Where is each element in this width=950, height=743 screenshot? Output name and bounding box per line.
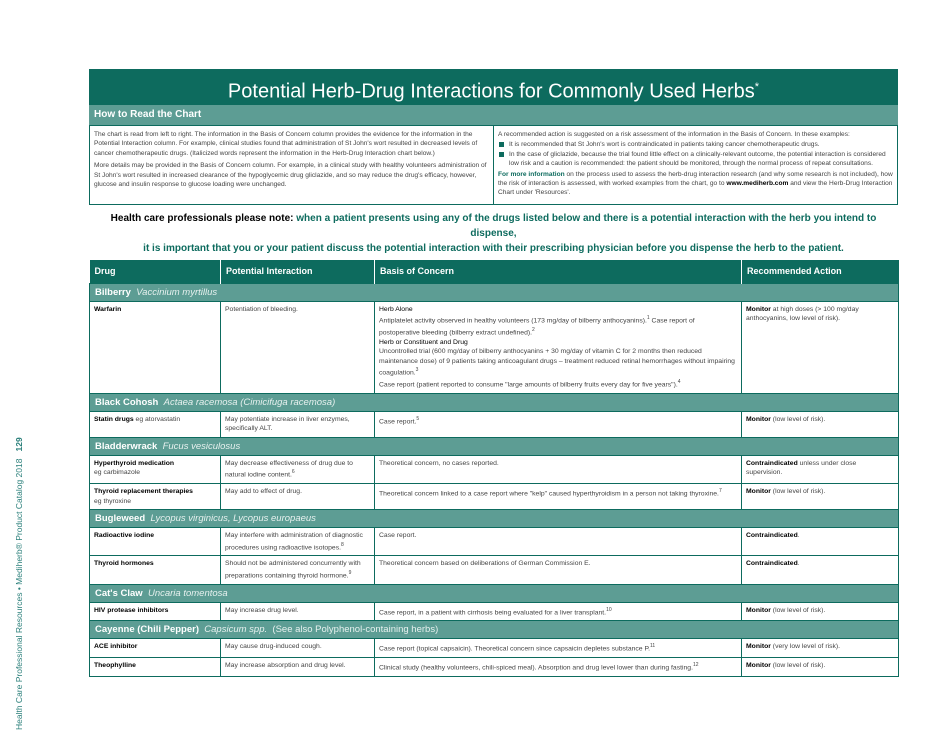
herb-latin: Lycopus virginicus, Lycopus europaeus xyxy=(150,513,316,525)
header-interaction: Potential Interaction xyxy=(221,260,375,284)
more-info-tail: and view the Herb-Drug Interaction Chart under 'Resources'. xyxy=(498,180,893,197)
howto-left-p1: The chart is read from left to right. The information in the Basis of Concern column provides the evidence for the information in the Potential Interaction column. For example, clinical studies found that administration of St John's wort resulted in decreased levels of cancer chemotherapeutic drugs. (Italicized words represent the information in the Herb-Drug Interaction chart below.) xyxy=(94,131,478,157)
basis-cell: Theoretical concern, no cases reported. xyxy=(375,455,742,483)
table-row xyxy=(90,455,899,483)
herb-name: Bladderwrack xyxy=(95,440,158,452)
herb-row-bladderwrack xyxy=(90,437,899,455)
action-text: . xyxy=(797,532,800,540)
drug-name: Thyroid hormones xyxy=(94,560,154,568)
footnote: 12 xyxy=(692,662,699,669)
drug-name: Warfarin xyxy=(94,305,122,313)
more-info-label: For more information xyxy=(498,170,565,178)
action-cell xyxy=(742,301,899,393)
page-number: 129 xyxy=(14,437,24,452)
table-row xyxy=(90,602,899,621)
action-level: Monitor xyxy=(746,606,771,614)
footnote: 5 xyxy=(416,415,420,422)
footnote: 3 xyxy=(415,367,419,374)
action-level: Monitor xyxy=(746,488,771,496)
interaction-cell xyxy=(221,455,375,483)
drug-cell xyxy=(90,455,221,483)
table-row xyxy=(90,301,899,393)
action-cell xyxy=(742,639,899,658)
basis-text: Case report, in a patient with cirrhosis being evaluated for a liver transplant. xyxy=(379,608,607,616)
table-row xyxy=(90,528,899,556)
more-info-link[interactable]: www.mediherb.com xyxy=(726,180,789,188)
basis-text: Case report (topical capsaicin). Theoretical concern since capsaicin depletes substance P. xyxy=(379,645,651,653)
action-cell xyxy=(742,556,899,584)
howto-more-info xyxy=(498,170,893,198)
header-basis: Basis of Concern xyxy=(375,260,742,284)
interaction-cell xyxy=(221,528,375,556)
action-text: (very low level of risk). xyxy=(770,643,841,651)
action-text: at high doses (> 100 mg/day anthocyanins, low level of risk). xyxy=(746,305,859,323)
action-text: (low level of risk). xyxy=(770,662,826,670)
action-cell xyxy=(742,528,899,556)
basis-text: Case report of postoperative bleeding (bilberry extract undefined). xyxy=(379,317,695,337)
action-level: Monitor xyxy=(746,662,771,670)
table-row xyxy=(90,411,899,437)
howto-right xyxy=(493,126,897,204)
action-level: Monitor xyxy=(746,415,771,423)
interaction-table xyxy=(89,260,899,677)
footnote: 2 xyxy=(532,327,535,334)
interaction-cell: May add to effect of drug. xyxy=(221,484,375,510)
drug-cell xyxy=(90,602,221,621)
basis-text: Clinical study (healthy volunteers, chili-spiced meal). Absorption and drug level lower than during fasting. xyxy=(379,664,693,672)
notice-line1: when a patient presents using any of the drugs listed below and there is a potential interaction with the herb you intend to dispense, xyxy=(293,212,877,239)
action-text: (low level of risk). xyxy=(770,415,826,423)
basis-text: Case report (patient reported to consume "large amounts of bilberry fruits every day for five years"). xyxy=(379,381,678,389)
footnote: 7 xyxy=(718,488,722,495)
action-level: Contraindicated xyxy=(746,560,798,568)
herb-latin: Vaccinium myrtillus xyxy=(136,286,218,298)
howto-heading: How to Read the Chart xyxy=(89,105,898,126)
basis-cell xyxy=(375,602,742,621)
basis-text: Uncontrolled trial (600 mg/day of bilberry anthocyanins + 30 mg/day of vitamin C for 2 months then reduced maintenance dose) of 9 patients taking anticoagulant drugs – treatment reduced retinal hemorrhages without impairing coagulation. xyxy=(379,348,735,377)
action-text: unless under close supervision. xyxy=(746,459,857,477)
drug-name: Hyperthyroid medication xyxy=(94,459,175,467)
herb-name: Bilberry xyxy=(95,286,131,298)
action-level: Monitor xyxy=(746,305,771,313)
action-text: . xyxy=(797,560,800,568)
basis-subheading: Herb Alone xyxy=(379,305,413,313)
footnote: 11 xyxy=(650,643,656,650)
more-info-text: on the process used to assess the herb-drug interaction research (and why some research is not included), how the risk of interaction is assessed, with worked examples from the chart, go to xyxy=(498,170,893,188)
action-level: Contraindicated xyxy=(746,459,798,467)
footnote: 9 xyxy=(348,569,352,576)
herb-row-bilberry xyxy=(90,283,899,301)
table-row xyxy=(90,639,899,658)
drug-name: Radioactive iodine xyxy=(94,532,155,540)
footnote: 10 xyxy=(606,606,612,613)
table-row xyxy=(90,556,899,584)
basis-cell xyxy=(375,639,742,658)
table-row xyxy=(90,658,899,677)
interaction-text: May decrease effectiveness of drug due to natural iodine content. xyxy=(225,459,353,479)
howto-bullets xyxy=(498,140,893,168)
catalog-name: Health Care Professional Resources • Mediherb® Product Catalog 2018 xyxy=(14,458,24,730)
drug-name: HIV protease inhibitors xyxy=(94,606,169,614)
action-cell xyxy=(742,455,899,483)
howto-section xyxy=(89,126,898,205)
drug-example: eg carbimazole xyxy=(94,469,141,477)
howto-bullet-1: It is recommended that St John's wort is contraindicated in patients taking cancer chemotherapeutic drugs. xyxy=(509,140,893,149)
drug-cell xyxy=(90,528,221,556)
herb-name: Bugleweed xyxy=(95,513,146,525)
basis-cell xyxy=(375,411,742,437)
basis-cell: Case report. xyxy=(375,528,742,556)
sidebar-caption xyxy=(14,400,24,730)
howto-left-p2: More details may be provided in the Basis of Concern column. For example, in a clinical study with healthy volunteers administration of St John's wort resulted in increased clearance of the hypoglycemic drug gliclazide, and so may reduce the drug's efficacy, however, glucose and insulin response to glucose loading were unchanged. xyxy=(94,162,487,189)
interaction-cell: May cause drug-induced cough. xyxy=(221,639,375,658)
footnote: 6 xyxy=(291,469,295,476)
interaction-cell: May potentiate increase in liver enzymes, specifically ALT. xyxy=(221,411,375,437)
herb-latin: Capsicum spp. xyxy=(204,624,268,636)
footnote: 8 xyxy=(341,541,344,548)
interaction-cell xyxy=(221,556,375,584)
herb-latin: Uncaria tomentosa xyxy=(147,587,228,599)
howto-left xyxy=(90,126,493,204)
interaction-cell: May increase drug level. xyxy=(221,602,375,621)
drug-cell xyxy=(90,556,221,584)
herb-note: (See also Polyphenol-containing herbs) xyxy=(272,624,439,636)
drug-cell xyxy=(90,639,221,658)
drug-example: eg thyroxine xyxy=(94,497,132,505)
action-cell xyxy=(742,411,899,437)
basis-text: Case report. xyxy=(379,418,417,426)
table-row xyxy=(90,484,899,510)
footnote: 4 xyxy=(677,379,681,386)
drug-name: ACE inhibitor xyxy=(94,643,138,651)
professional-notice xyxy=(89,211,898,256)
interaction-cell: Potentiation of bleeding. xyxy=(221,301,375,393)
howto-bullet-2: In the case of gliclazide, because the trial found little effect on a clinically-relevant outcome, the potential interaction is considered low risk and a caution is recommended: the patient should be monitored, through the normal process of repeat consultations. xyxy=(509,150,893,169)
action-text: (low level of risk). xyxy=(770,606,826,614)
notice-line2: it is important that you or your patient discuss the potential interaction with their prescribing physician before you dispense the herb to the patient. xyxy=(143,242,844,254)
drug-example: eg atorvastatin xyxy=(133,415,181,423)
drug-cell xyxy=(90,411,221,437)
action-cell xyxy=(742,602,899,621)
action-cell xyxy=(742,484,899,510)
drug-cell xyxy=(90,658,221,677)
action-level: Contraindicated xyxy=(746,532,798,540)
herb-name: Black Cohosh xyxy=(95,396,159,408)
herb-name: Cat's Claw xyxy=(95,587,143,599)
page-title xyxy=(89,69,898,105)
footnote: 1 xyxy=(646,315,650,322)
page-sidebar xyxy=(12,400,32,730)
herb-latin: Actaea racemosa (Cimicifuga racemosa) xyxy=(163,396,336,408)
title-text: Potential Herb-Drug Interactions for Commonly Used Herbs xyxy=(227,80,755,103)
drug-cell xyxy=(90,484,221,510)
title-asterisk: * xyxy=(754,81,760,93)
drug-cell xyxy=(90,301,221,393)
interaction-text: Should not be administered concurrently with preparations containing thyroid hormone. xyxy=(225,560,361,580)
header-drug: Drug xyxy=(90,260,221,284)
action-text: (low level of risk). xyxy=(770,488,826,496)
basis-cell xyxy=(375,484,742,510)
howto-right-intro: A recommended action is suggested on a risk assessment of the information in the Basis of Concern. In these examples: xyxy=(498,131,850,138)
herb-latin: Fucus vesiculosus xyxy=(162,440,241,452)
drug-name: Theophylline xyxy=(94,662,136,670)
basis-cell: Theoretical concern based on deliberations of German Commission E. xyxy=(375,556,742,584)
table-header-row xyxy=(90,260,899,284)
drug-name: Statin drugs xyxy=(94,415,134,423)
action-level: Monitor xyxy=(746,643,771,651)
basis-text: Theoretical concern linked to a case report where "kelp" caused hyperthyroidism in a person not taking thyroxine. xyxy=(379,490,719,498)
herb-name: Cayenne (Chili Pepper) xyxy=(95,624,199,636)
basis-cell xyxy=(375,658,742,677)
basis-subheading: Herb or Constituent and Drug xyxy=(379,338,468,346)
action-cell xyxy=(742,658,899,677)
interaction-text: May interfere with administration of diagnostic procedures using radioactive isotopes. xyxy=(225,532,363,551)
notice-lead: Health care professionals please note: xyxy=(110,212,294,224)
chart-container xyxy=(89,69,898,677)
header-action: Recommended Action xyxy=(742,260,899,284)
interaction-cell: May increase absorption and drug level. xyxy=(221,658,375,677)
basis-cell xyxy=(375,301,742,393)
herb-row-black-cohosh xyxy=(90,393,899,411)
herb-row-cayenne xyxy=(90,621,899,639)
herb-row-cats-claw xyxy=(90,584,899,602)
drug-name: Thyroid replacement therapies xyxy=(94,488,193,496)
basis-text: Antiplatelet activity observed in healthy volunteers (173 mg/day of bilberry anthocyanins). xyxy=(379,317,647,325)
herb-row-bugleweed xyxy=(90,510,899,528)
